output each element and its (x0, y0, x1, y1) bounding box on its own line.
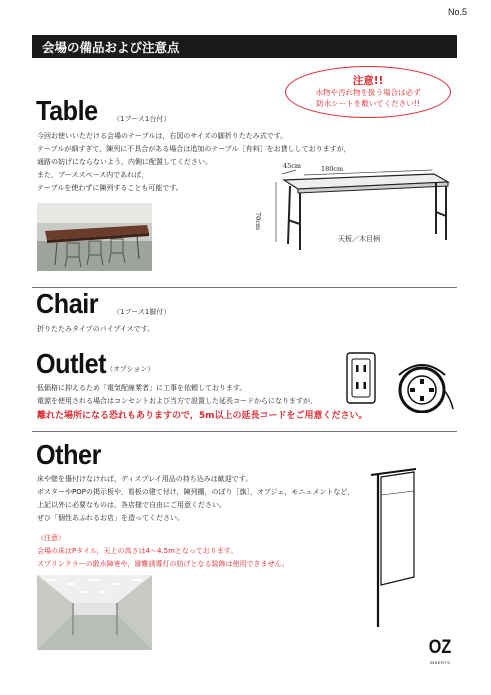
table-dim-depth: 45cm (283, 162, 302, 170)
table-section-title: Table (36, 95, 98, 126)
table-text-3: 通路の妨げにならないよう，内側に配置してください。 (37, 158, 212, 166)
table-text-5: テーブルを使わずに陳列することも可能です。 (37, 184, 183, 192)
notice-line-2: 防水シートを敷いてください!! (316, 99, 420, 108)
caution-heading: （注意） (37, 534, 65, 542)
oz-logo (425, 637, 455, 677)
title-bar (32, 35, 457, 58)
chair-section-title: Chair (36, 288, 99, 319)
notice-line-1: 水物や汚れ物を扱う場合は必ず (315, 88, 421, 97)
page-number: No.5 (448, 7, 468, 17)
other-text-2: ポスターやPOPの掲示板や，看板の建て付け，陳列棚，のぼり［旗］，オブジェ，モニュメントなど， (37, 488, 355, 496)
table-photo (37, 203, 152, 271)
table-text-1: 今回お使いいただける会場のテーブルは，右図のサイズの脚折りたたみ式です。 (37, 132, 288, 140)
logo-text: OZ (428, 637, 452, 658)
chair-text-1: 折りたたみタイプのパイプイスです。 (37, 325, 155, 333)
other-section-title: Other (36, 439, 101, 470)
outlet-warning: 離れた場所になる恐れもありますので，5m以上の延長コードをご用意ください。 (37, 411, 368, 421)
other-text-1: 床や壁を傷付けなければ，ディスプレイ用品の持ち込みは歓迎です。 (37, 475, 253, 483)
caution-text-1: 会場の床はPタイル，天上の高さは4〜4.5mとなっております。 (37, 547, 238, 555)
notice-callout (285, 66, 451, 118)
wall-outlet-icon (346, 352, 376, 404)
logo-subtext: INSERTS (429, 660, 451, 665)
table-section-sub: （1ブース1台付） (113, 115, 171, 123)
outlet-section-title: Outlet (36, 348, 107, 379)
hall-photo (37, 575, 152, 650)
table-text-2: テーブルが細すぎて，陳列に不具合がある場合は追加のテーブル［有料］をお貸ししておりますが， (37, 145, 351, 153)
table-dim-width: 180cm (321, 165, 344, 173)
table-diagram (252, 160, 457, 270)
other-text-3: 上記以外に必要なものは，各店様で自由にご用意ください。 (37, 501, 226, 509)
outlet-text-2: 電源を使用される場合はコンセントおよび当方で設置した延長コードからになりますが， (37, 397, 317, 405)
extension-reel-icon (387, 355, 457, 413)
notice-heading: 注意!! (352, 75, 384, 87)
caution-text-2: スプリンクラーの散水障害や，避難誘導灯の妨げとなる装飾は使用できません。 (37, 560, 289, 568)
outlet-section-sub: （オプション） (106, 365, 155, 373)
table-text-4: また，ブーススペース内であれば， (37, 171, 149, 179)
page-title: 会場の備品および注意点 (42, 40, 180, 55)
divider-2 (32, 431, 457, 432)
table-top-note: 天板／木目柄 (338, 235, 380, 243)
other-text-4: ぜひ「個性あふれるお店」を造ってください。 (37, 514, 184, 522)
banner-flag-icon (368, 455, 428, 630)
outlet-text-1: 低価格に抑えるため「電気配線業者」に工事を依頼しております。 (37, 384, 247, 392)
chair-section-sub: （1ブース1脚付） (113, 308, 171, 316)
table-dim-height: 70cm (254, 212, 262, 231)
